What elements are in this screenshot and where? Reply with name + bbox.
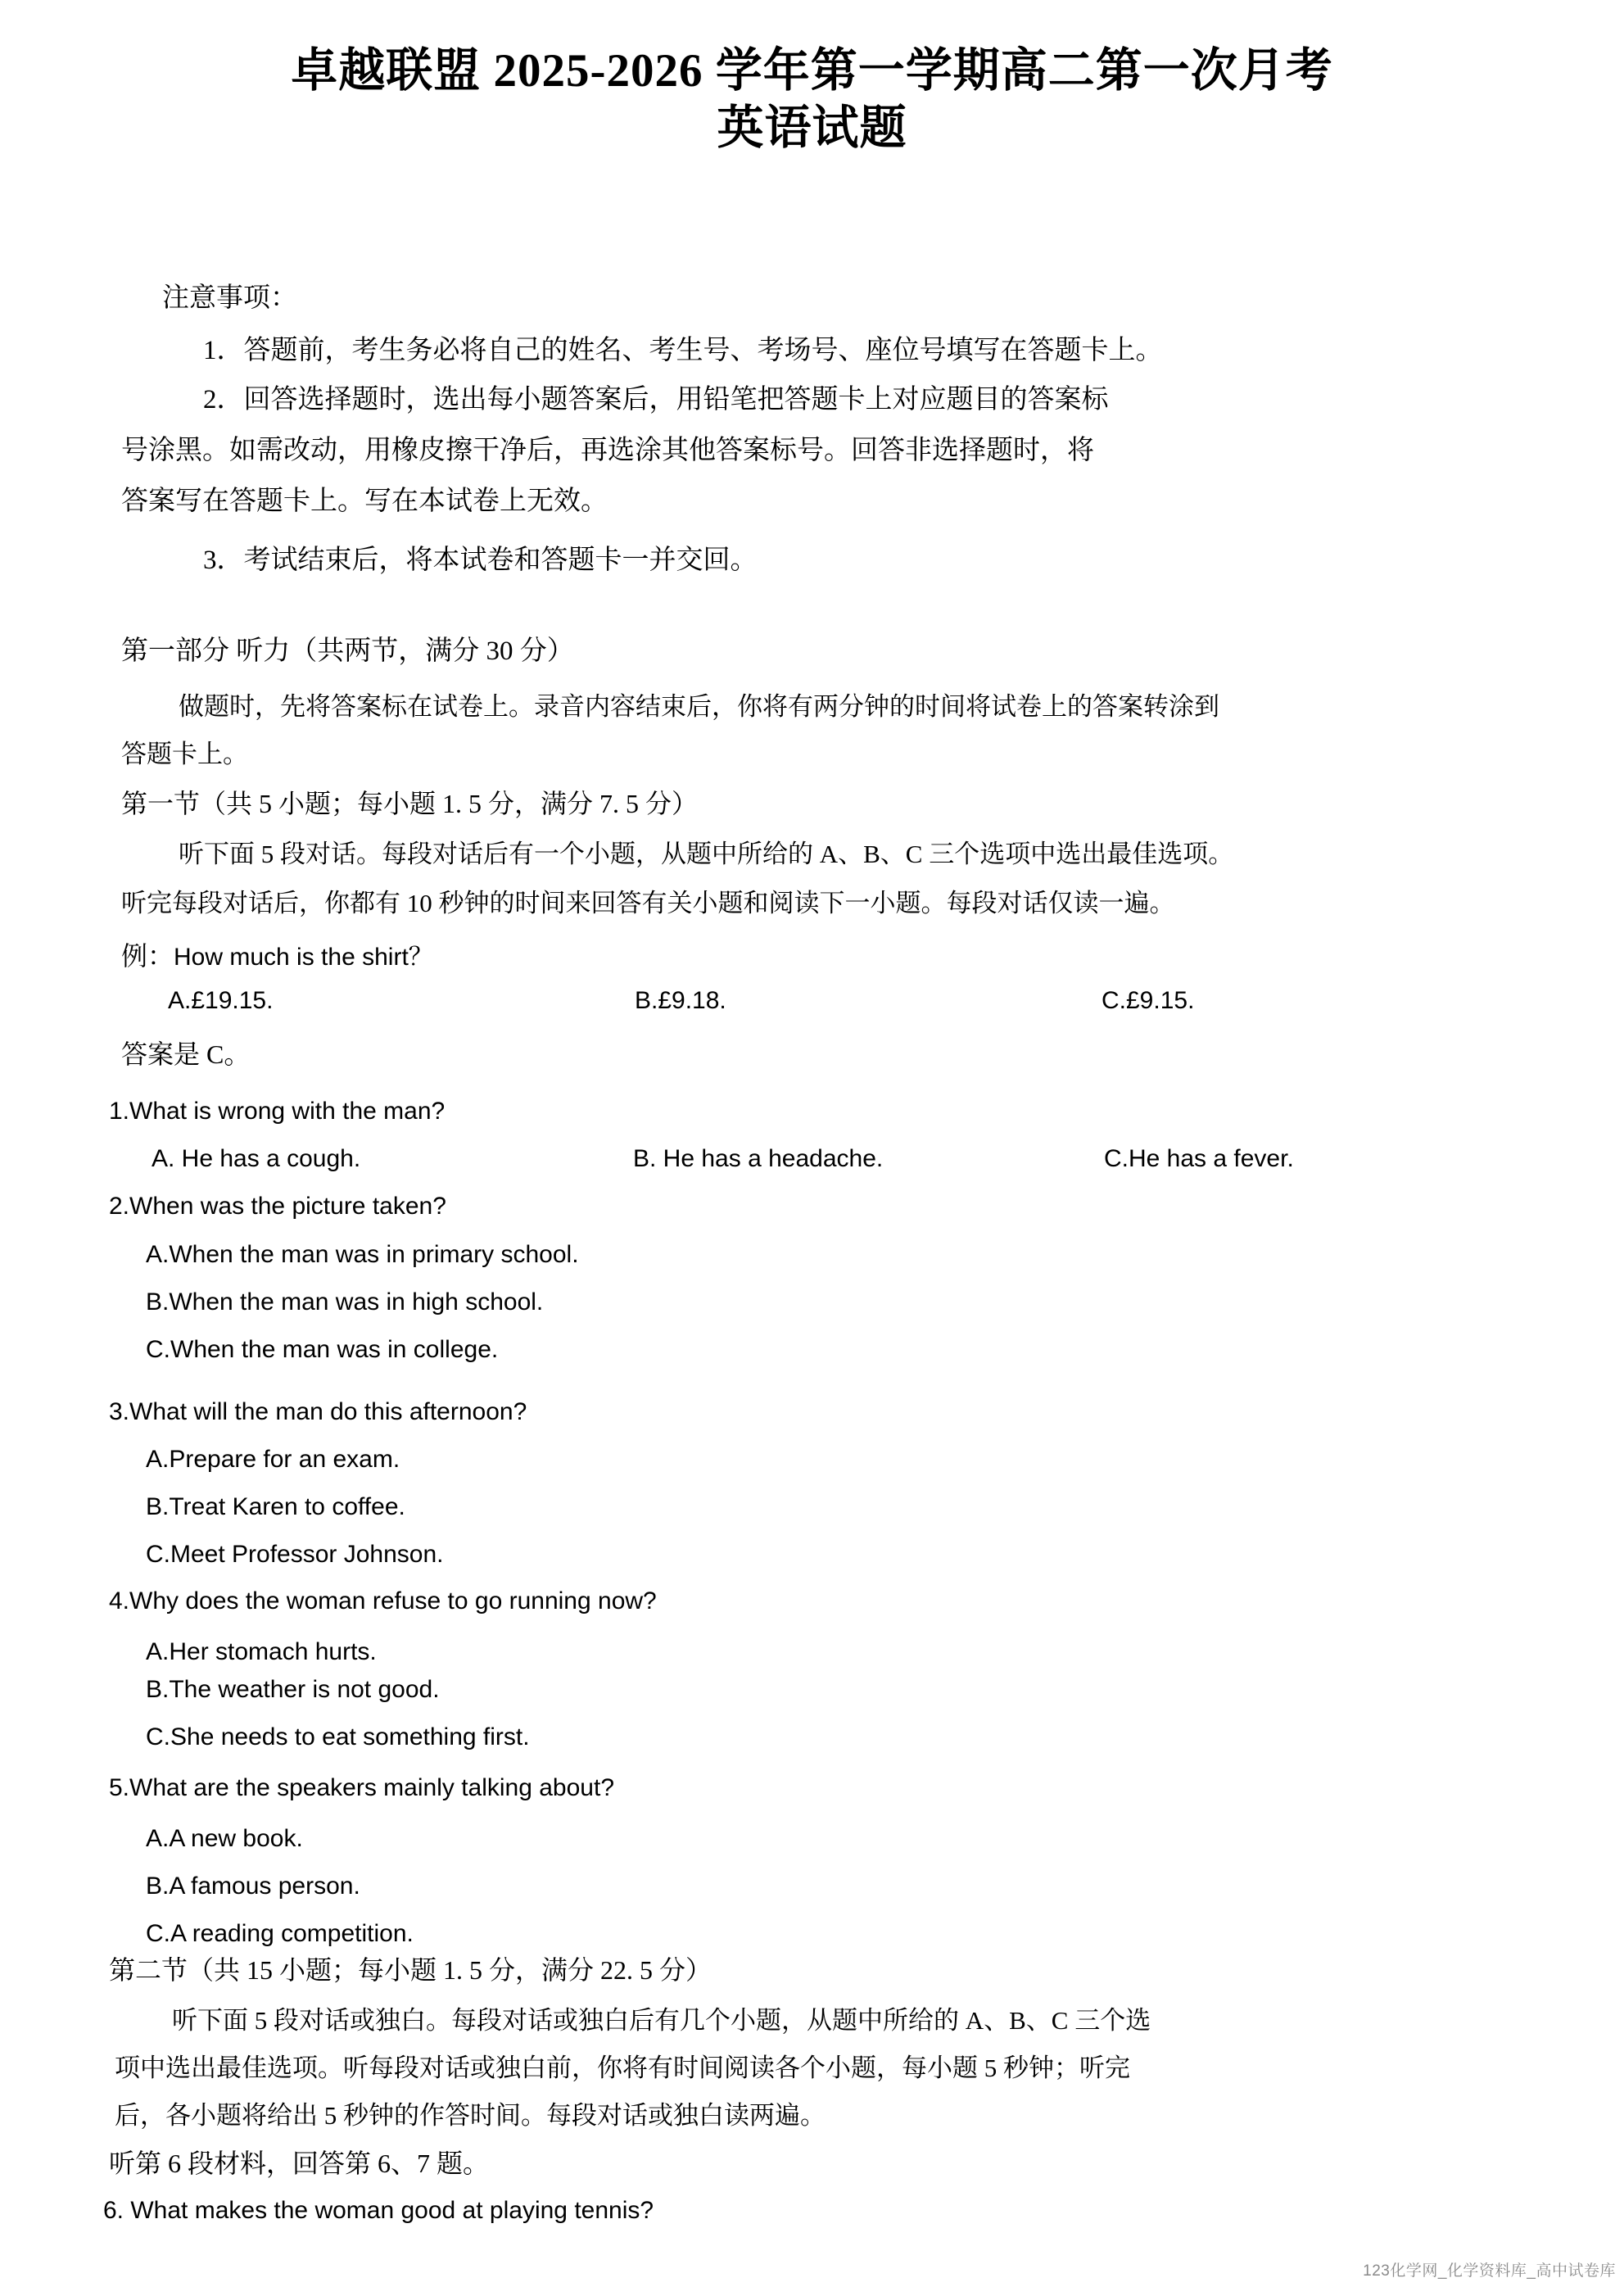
question-3-text: 3.What will the man do this afternoon?: [109, 1398, 527, 1425]
page-title-line-1: 卓越联盟 2025-2026 学年第一学期高二第一次月考: [291, 45, 1333, 97]
section-one-heading: 第一节（共 5 小题；每小题 1. 5 分，满分 7. 5 分）: [121, 789, 699, 818]
question-3-option-c: C.Meet Professor Johnson.: [146, 1541, 444, 1568]
question-2-text: 2.When was the picture taken?: [109, 1193, 446, 1220]
example-label: 例：: [121, 941, 174, 971]
question-5-option-c: C.A reading competition.: [146, 1920, 414, 1947]
question-1-option-b: B. He has a headache.: [633, 1145, 884, 1172]
section-one-instruction-line-1: 听下面 5 段对话。每段对话后有一个小题，从题中所给的 A、B、C 三个选项中选出最佳选项。: [179, 840, 1234, 868]
question-5-option-b: B.A famous person.: [146, 1873, 360, 1900]
notice-item-2-cont-2: 答案写在答题卡上。写在本试卷上无效。: [121, 487, 608, 516]
question-6-text: 6. What makes the woman good at playing tennis?: [103, 2197, 654, 2224]
example-option-a: A.£19.15.: [168, 987, 274, 1014]
question-5-option-a: A.A new book.: [146, 1825, 303, 1852]
example-option-c: C.£9.15.: [1102, 987, 1195, 1014]
section-two-heading: 第二节（共 15 小题；每小题 1. 5 分，满分 22. 5 分）: [109, 1955, 712, 1985]
question-1-option-c: C.He has a fever.: [1104, 1145, 1294, 1172]
page-title-line-2: 英语试题: [717, 102, 907, 154]
footer-watermark: 123化学网_化学资料库_高中试卷库: [1363, 2262, 1616, 2280]
section-one-instruction-line-2: 听完每段对话后，你都有 10 秒钟的时间来回答有关小题和阅读下一小题。每段对话仅读一遍。: [121, 889, 1175, 917]
question-2-option-a: A.When the man was in primary school.: [146, 1241, 579, 1268]
section-two-instruction-line-1: 听下面 5 段对话或独白。每段对话或独白后有几个小题，从题中所给的 A、B、C 三个选: [172, 2006, 1151, 2035]
part-one-intro-line-1: 做题时，先将答案标在试卷上。录音内容结束后，你将有两分钟的时间将试卷上的答案转涂到: [179, 692, 1219, 721]
question-1-text: 1.What is wrong with the man?: [109, 1098, 446, 1125]
section-two-material-note: 听第 6 段材料，回答第 6、7 题。: [109, 2149, 490, 2178]
question-4-text: 4.Why does the woman refuse to go running now?: [109, 1587, 657, 1614]
part-one-intro-line-2: 答题卡上。: [121, 740, 248, 768]
question-5-text: 5.What are the speakers mainly talking about?: [109, 1774, 615, 1801]
notice-heading: 注意事项：: [162, 283, 297, 313]
notice-item-2-cont-1: 号涂黑。如需改动，用橡皮擦干净后，再选涂其他答案标号。回答非选择题时，将: [121, 436, 1094, 465]
question-3-option-a: A.Prepare for an exam.: [146, 1446, 400, 1473]
question-2-option-c: C.When the man was in college.: [146, 1336, 499, 1363]
section-two-instruction-line-3: 后，各小题将给出 5 秒钟的作答时间。每段对话或独白读两遍。: [115, 2101, 826, 2130]
question-1-option-a: A. He has a cough.: [152, 1145, 361, 1172]
example-question: How much is the shirt？: [174, 944, 433, 971]
notice-item-2: 2．回答选择题时，选出每小题答案后，用铅笔把答题卡上对应题目的答案标: [203, 385, 1109, 414]
example-answer: 答案是 C。: [121, 1039, 251, 1069]
question-2-option-b: B.When the man was in high school.: [146, 1288, 544, 1316]
example-row: [121, 935, 433, 973]
question-4-option-b: B.The weather is not good.: [146, 1676, 440, 1703]
notice-item-1: 1．答题前，考生务必将自己的姓名、考生号、考场号、座位号填写在答题卡上。: [203, 336, 1163, 365]
question-4-option-c: C.She needs to eat something first.: [146, 1723, 530, 1750]
question-3-option-b: B.Treat Karen to coffee.: [146, 1493, 405, 1520]
section-two-instruction-line-2: 项中选出最佳选项。听每段对话或独白前，你将有时间阅读各个小题，每小题 5 秒钟；听完: [115, 2054, 1130, 2082]
example-option-b: B.£9.18.: [635, 987, 726, 1014]
notice-item-3: 3．考试结束后，将本试卷和答题卡一并交回。: [203, 546, 758, 575]
question-4-option-a: A.Her stomach hurts.: [146, 1638, 377, 1665]
part-one-heading: 第一部分 听力（共两节，满分 30 分）: [121, 636, 574, 666]
